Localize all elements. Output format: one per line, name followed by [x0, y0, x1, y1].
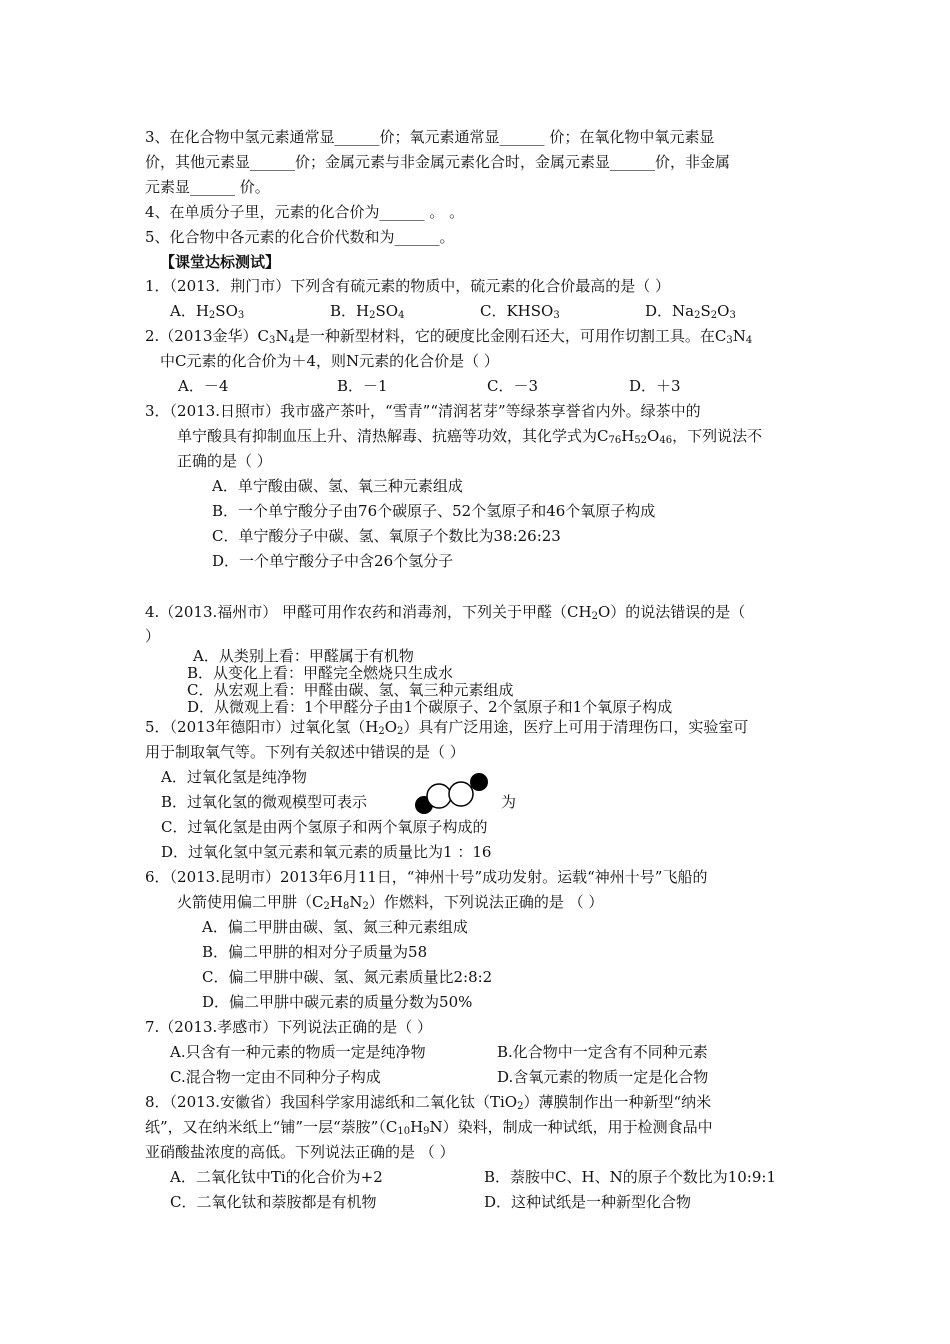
q2-option-a: A．－4: [178, 377, 229, 395]
q5-option-c: C．过氧化氢是由两个氢原子和两个氧原子构成的: [161, 818, 488, 836]
q1-stem: 1．（2013．荆门市）下列含有硫元素的物质中，硫元素的化合价最高的是（ ）: [145, 277, 670, 295]
q5-stem-line-1: 5．（2013年德阳市）过氧化氢$(H_2O_2)$具有广泛用途，医疗上可用于清理伤口，实验室可: [145, 718, 749, 737]
oxygen-atom-left: [427, 784, 451, 808]
q3-option-c: C．单宁酸分子中碳、氢、氧原子个数比为38:26:23: [212, 527, 561, 545]
q6-stem-line-1: 6．（2013.昆明市）2013年6月11日，“神州十号”成功发射。运载“神州十号”飞船的: [145, 868, 708, 886]
q8-stem-line-2: 纸”，又在纳米纸上“铺”一层“萘胺$”(C_{10}H_9N)$染料，制成一种试纸，用于检测食品中: [145, 1118, 713, 1137]
q6-stem-line-2: 火箭使用偏二甲肼$(C_2H_8N_2)$作燃料，下列说法正确的是 （ ）: [177, 893, 604, 912]
q6-option-d: D．偏二甲肼中碳元素的质量分数为50%: [202, 993, 473, 1011]
q5-option-d: D．过氧化氢中氢元素和氧元素的质量比为1 ：16: [161, 843, 492, 861]
q6-option-c: C．偏二甲肼中碳、氢、氮元素质量比2:8:2: [202, 968, 493, 986]
intro-line-2: 价，其他元素显______价；金属元素与非金属元素化合时，金属元素显______价，非金属: [145, 153, 731, 171]
q7-option-c: C.混合物一定由不同种分子构成: [170, 1068, 381, 1086]
q1-option-b: B．$H_2SO_4$: [330, 302, 405, 321]
q1-option-a: A．$H_2SO_3$: [170, 302, 245, 321]
section-title: 【课堂达标测试】: [160, 253, 281, 271]
q8-option-c: C．二氧化钛和萘胺都是有机物: [170, 1193, 377, 1211]
intro-line-4: 4、在单质分子里，元素的化合价为______ 。 。: [145, 203, 465, 221]
hydrogen-atom-right: [470, 773, 488, 791]
q5-option-b-suffix: 为: [501, 793, 517, 811]
q8-option-b: B．萘胺中C、H、N的原子个数比为10:9:1: [484, 1168, 776, 1186]
q8-stem-line-1: 8．（2013.安徽省）我国科学家用滤纸和二氧化钛（TiO$_2$）薄膜制作出一种新型“纳米: [145, 1093, 712, 1112]
q7-option-a: A.只含有一种元素的物质一定是纯净物: [170, 1043, 426, 1061]
q6-option-a: A．偏二甲肼由碳、氢、氮三种元素组成: [202, 918, 468, 936]
q3-stem-line-1: 3．（2013.日照市）我市盛产茶叶，“雪青”“清润茗芽”等绿茶享誉省内外。绿茶中的: [145, 402, 701, 420]
q5-option-b-text: B．过氧化氢的微观模型可表示: [161, 793, 368, 811]
q4-option-a: A．从类别上看：甲醛属于有机物: [193, 647, 414, 665]
oxygen-atom-right: [449, 782, 473, 806]
intro-line-3: 元素显______ 价。: [145, 178, 270, 196]
q5-option-a: A．过氧化氢是纯净物: [161, 768, 307, 786]
q8-stem-line-3: 亚硝酸盐浓度的高低。下列说法正确的是 （ ）: [145, 1143, 455, 1161]
q4-stem-line-2: ）: [145, 627, 161, 645]
q3-option-a: A．单宁酸由碳、氢、氧三种元素组成: [212, 477, 463, 495]
q4-option-b: B．从变化上看：甲醛完全燃烧只生成水: [187, 664, 454, 682]
q4-option-c: C．从宏观上看：甲醛由碳、氢、氧三种元素组成: [187, 681, 514, 699]
q2-option-b: B．－1: [337, 377, 388, 395]
q3-stem-line-3: 正确的是（ ）: [177, 452, 272, 470]
q7-option-d: D.含氧元素的物质一定是化合物: [497, 1068, 709, 1086]
q3-stem-line-2: 单宁酸具有抑制血压上升、清热解毒、抗癌等功效，其化学式为$C_{76}H_{52}O_{46}$，下列说法不: [177, 427, 763, 446]
q2-option-d: D．＋3: [629, 377, 681, 395]
q4-stem-line-1: 4.（2013.福州市） 甲醛可用作农药和消毒剂，下列关于甲醛$(CH_2O)$的说法错误的是（: [145, 603, 746, 622]
q7-stem: 7.（2013.孝感市）下列说法正确的是（ ）: [145, 1018, 433, 1036]
q8-option-d: D．这种试纸是一种新型化合物: [484, 1193, 692, 1211]
q6-option-b: B．偏二甲肼的相对分子质量为58: [202, 943, 428, 961]
q8-option-a: A．二氧化钛中Ti的化合价为+2: [170, 1168, 383, 1186]
q2-stem-line-2: 中C元素的化合价为＋4，则N元素的化合价是（ ）: [160, 352, 499, 370]
hydrogen-peroxide-model-icon: [410, 772, 490, 816]
q4-option-d: D．从微观上看：1个甲醛分子由1个碳原子、2个氢原子和1个氧原子构成: [187, 698, 673, 716]
q5-stem-line-2: 用于制取氧气等。下列有关叙述中错误的是（ ）: [145, 743, 465, 761]
intro-line-1: 3、在化合物中氢元素通常显______价；氧元素通常显______ 价；在氧化物中氧元素显: [145, 128, 715, 146]
q3-option-d: D．一个单宁酸分子中含26个氢分子: [212, 552, 454, 570]
q1-option-d: D．$Na_2S_2O_3$: [645, 302, 736, 321]
intro-line-5: 5、化合物中各元素的化合价代数和为______。: [145, 228, 455, 246]
q2-stem-line-1: 2.（2013金华）$C_3N_4$是一种新型材料，它的硬度比金刚石还大，可用作切割工具。在$C_3N_4$: [145, 327, 753, 346]
q2-option-c: C．－3: [487, 377, 539, 395]
q7-option-b: B.化合物中一定含有不同种元素: [497, 1043, 708, 1061]
q3-option-b: B．一个单宁酸分子由76个碳原子、52个氢原子和46个氧原子构成: [212, 502, 656, 520]
q1-option-c: C．$KHSO_3$: [480, 302, 560, 321]
